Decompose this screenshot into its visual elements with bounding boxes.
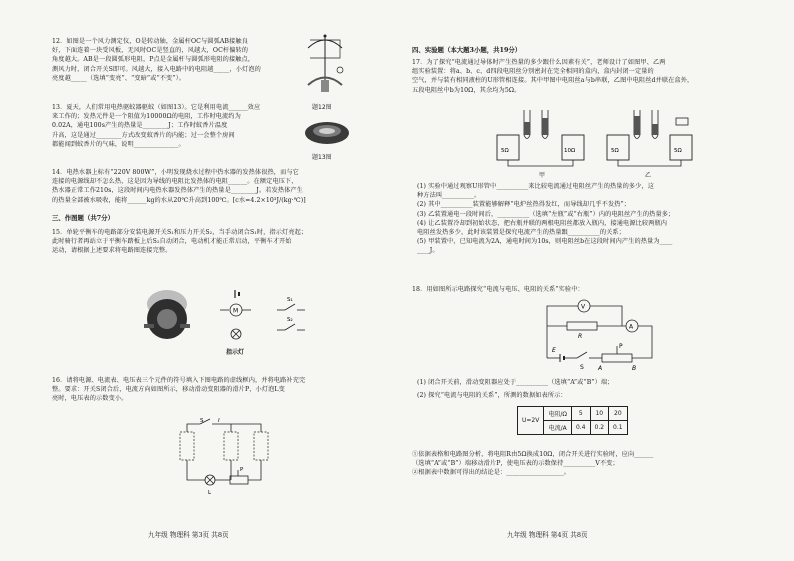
unicycle-photo [140,284,195,344]
question-18-analysis: ①依据表格和电路图分析，将电阻R由5Ω换成10Ω，闭合开关进行实验时，应向______ （选填“A”或“B”）端移动滑片P，使电压表的示数保持__________V不变； ②根据表中数据可得出的结论是：__________________。 [412,451,654,477]
svg-text:E: E [552,347,556,354]
table-cell: 10 [590,407,609,421]
svg-text:L: L [208,490,212,496]
svg-text:A: A [629,323,634,331]
svg-text:A: A [598,365,603,372]
svg-text:S₂: S₂ [287,317,293,323]
question-13: 13．夏天，人们常用电热驱蚊器驱蚊（如图13）。它是利用电流______效应 来工作的；发热元件是一个阻值为10000Ω的电阻，工作时电流约为 0.02A，通电100s产生的热量是________J；工作时蚊香片温度 升高，这是通过________方式改变蚊香片的内能；过一会整个房间 都能闻到蚊香片的气味，说明______________。 [52,104,261,148]
question-17: 17．为了探究“电流通过导体时产生热量的多少跟什么因素有关”，老师设计了如图甲、乙两 组实验装置：将a、b、c、d四段电阻丝分别密封在完全相同的盒内，盒内封闭一定量的 空气，并与装有相同液柱的U形管相连接。其中甲图中电阻丝a与b串联，乙图中电阻丝d并联在盒外， 五段电阻丝中b为10Ω，其余均为5Ω。 [412,59,694,94]
table-row [518,407,628,421]
section-3-heading: 三、作图题（共7分） [52,214,114,222]
table-cell: 5 [571,407,590,421]
svg-text:S₁: S₁ [287,297,293,303]
figure-13-caption: 题13图 [312,154,332,161]
section-4-heading: 四、实验题（本大题3小题，共19分） [412,46,522,54]
row-header-resistance: 电阻/Ω [544,407,572,421]
table-cell: 0.4 [571,421,590,435]
question-18: 18．用如图所示电路探究“电流与电压、电阻的关系”实验中： [412,286,584,293]
question-17-subquestions: (1) 实验中通过观察U形管中__________来比较电流通过电阻丝产生的热量的多少，这 种方法叫__________。 (2) 其中__________装置能够解释“电炉丝热得发红，而导线却几乎不发热”； (3) 乙装置通电一段时间后，__________（选填“左瓶”或“右瓶”）内的电阻丝产生的热量多； (4) 让乙装置冷却到初始状态，把右瓶并联的两根电阻丝都放入瓶内，接通电源比较两瓶内 电阻丝发热多少，此时该装置是探究电流产生的热量跟__________的关系； (5) 甲装置中，已知电流为2A，通电时间为10s，则电阻丝b在这段时间内产生的热量为____ ____J。 [417,183,675,255]
question-16: 16．请将电源、电流表、电压表三个元件的符号填入下图电路的虚线框内，并将电路补充完 整。要求：开关S闭合后，电流方向如图所示，移动滑动变阻器的滑片P，小灯泡L变 亮时，电压表的示数变小。 [52,377,306,403]
svg-text:S: S [580,364,584,371]
svg-text:P: P [619,343,623,350]
table-cell: 20 [609,407,628,421]
table-cell: 0.1 [609,421,628,435]
voltage-cell: U=2V [518,407,544,435]
q16-circuit [170,418,280,498]
right-page [397,0,794,561]
svg-text:V: V [581,303,586,311]
question-12: 12．如图是一个风力测定仪，O是转动轴，金属杆OC与圆弧AB接触良 好，下面连着一块受风板，无风时OC是竖直的，风越大，OC杆偏转的 角度越大。AB是一段圆弧形电阻，P点是金属杆与圆弧形电阻的接触点， 测风力时，闭合开关S即可。风越大，接入电路中的电阻越_____，小灯泡的 亮度越_____（选填“变亮”、“变暗”或“不变”）。 [52,38,261,82]
left-page-footer: 九年级 物理科 第3页 共8页 [148,531,229,539]
question-15: 15．单轮平衡车的电路部分安装电源开关S₁和压力开关S₂，当手动闭合S₁时，指示灯亮起； 此时骑行者再站立于平衡车踏板上后S₂自动闭合，电动机才能正常启动，平衡车才开始 运动，请根据上述要求将电路图连接完整。 [52,229,308,255]
table-cell: 0.2 [590,421,609,435]
svg-text:10Ω: 10Ω [564,148,576,154]
right-page-footer: 九年级 物理科 第4页 共8页 [507,531,588,539]
svg-text:S: S [200,418,204,424]
figure-12-caption: 题12图 [312,104,332,111]
q15-components [215,288,325,348]
svg-text:5Ω: 5Ω [501,148,509,154]
svg-text:M: M [233,307,239,315]
svg-text:P: P [240,467,244,473]
svg-text:5Ω: 5Ω [611,148,619,154]
svg-text:5Ω: 5Ω [674,148,682,154]
figure-13-heater [303,118,351,148]
svg-text:B: B [632,365,637,372]
data-table [517,406,628,435]
question-14: 14．电热水器上标有“220V 800W”，小明发现烧水过程中热水器的发热体很热，而与它 连接的电源线却不怎么热，这是因为导线的电阻比发热体的电阻______。在额定电压下， 热水器正常工作210s，这段时间内电热水器发热体产生的热量是________J。若发热体产生 的热量全部被水吸收，能将______kg的水从20℃升高到100℃。[c水=4.2×10³J/(kg·℃)] [52,169,306,204]
question-18-part-1: (1) 闭合开关前，滑动变阻器应处于__________（选填“A”或“B”）端； [417,379,614,386]
svg-text:R: R [578,333,583,340]
svg-text:I: I [218,418,220,424]
q18-circuit [532,296,662,371]
figure-12-wind-meter [300,30,350,100]
figure-jia-label: 甲 [539,172,546,179]
row-header-current: 电流/A [544,421,572,435]
indicator-lamp-label: 指示灯 [226,349,245,356]
figure-yi-label: 乙 [645,172,652,179]
question-18-part-2: (2) 探究“电流与电阻的关系”，所测的数据如表所示： [417,392,567,399]
q17-apparatus-figure [492,100,702,175]
